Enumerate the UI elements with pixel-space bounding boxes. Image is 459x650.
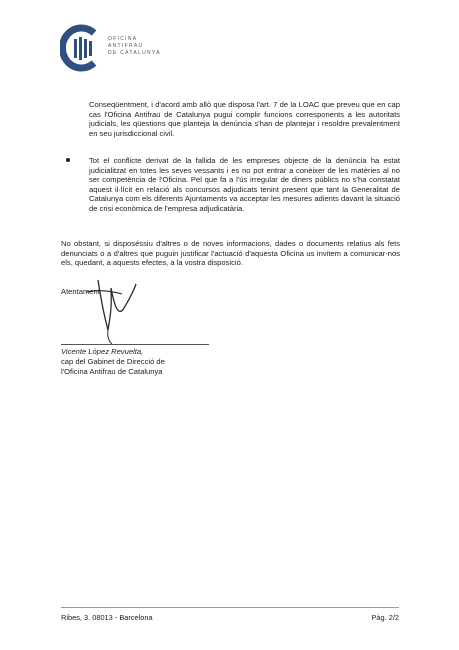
handwritten-signature-icon (78, 278, 138, 346)
footer-divider (61, 607, 399, 608)
signer-role: cap del Gabinet de Direcció de (61, 357, 165, 366)
logo-line-2: ANTIFRAU (108, 43, 144, 49)
page-number: Pàg. 2/2 (371, 613, 399, 622)
paragraph-consequently: Conseqüentment, i d'acord amb allò que disposa l'art. 7 de la LOAC que preveu que en cap cas l'Oficina Antifrau de Catalunya pugui complir funcions corresponents a les autoritats judicials, les qüestions que planteja la denúncia s'han de plantejar i resoldre prevalentment en seu jurisdiccional civil. (89, 100, 400, 138)
footer-address: Ribes, 3. 08013 - Barcelona (61, 613, 153, 622)
salutation: Atentament (61, 287, 100, 296)
logo-line-3: DE CATALUNYA (108, 50, 161, 56)
oficina-antifrau-logo-icon (60, 24, 100, 72)
signature-line (61, 344, 209, 345)
logo-wordmark (108, 36, 161, 57)
paragraph-invitation: No obstant, si disposéssiu d'altres o de noves informacions, dades o documents relatius als fets denunciats o a d'altres que puguin justificar l'actuació d'aquesta Oficina us invitem a comunicar-nos els, quedant, a aquests efectes, a la vostra disposició. (61, 239, 400, 268)
logo-line-1: OFICINA (108, 36, 138, 42)
signer-block (61, 347, 165, 377)
bullet-point-icon (66, 158, 70, 162)
paragraph-conflict: Tot el conflicte derivat de la fallida de les empreses objecte de la denúncia ha estat judicialitzat en totes les seves vessants i es no pot entrar a conèixer de les matèries al no ser competència de l'Oficina. Pel que fa a l'ús irregular de diners públics no s'ha constatat aquest il·lícit en relació als concursos adjudicats tenint present que tant la Generalitat de Catalunya com els diferents Ajuntaments va acceptar les mesures adients davant la situació de crisi econòmica de l'empresa adjudicatària. (89, 156, 400, 213)
signer-name: Vicente López Revuelta, (61, 347, 144, 356)
signer-org: l'Oficina Antifrau de Catalunya (61, 367, 163, 376)
